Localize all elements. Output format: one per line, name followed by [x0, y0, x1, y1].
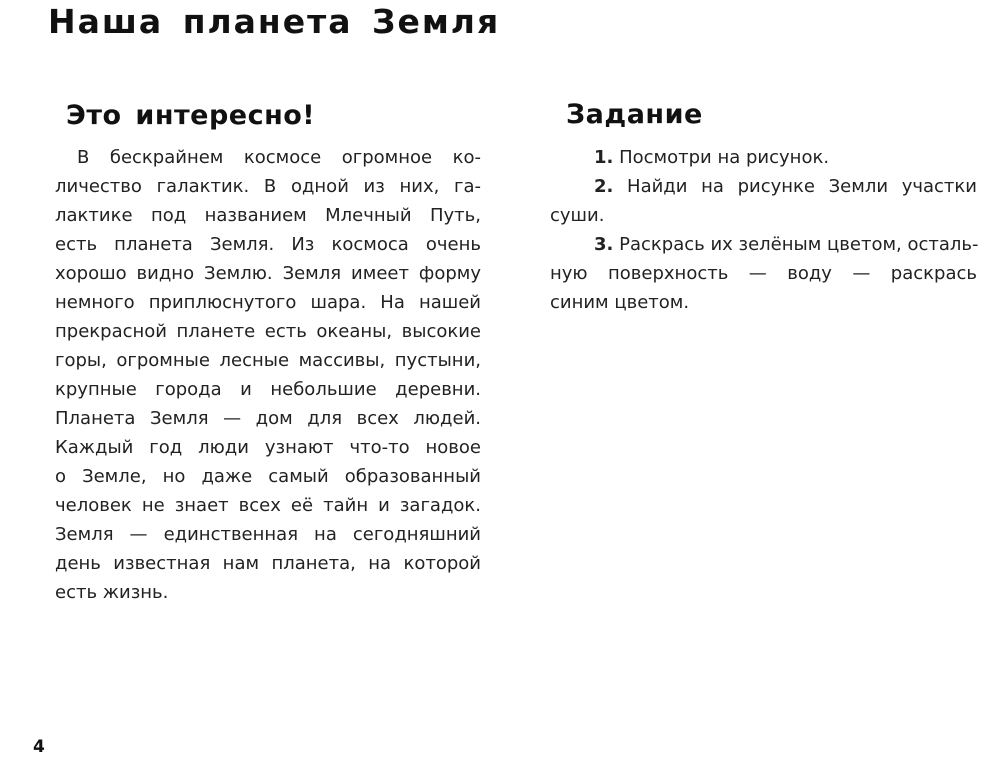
text-line: человек не знает всех её тайн и загадок. — [55, 495, 481, 516]
list-item-continuation: синим цветом. — [550, 292, 690, 313]
list-item-text: Посмотри на рисунок. — [619, 147, 830, 168]
text-line: есть планета Земля. Из космоса очень — [55, 234, 481, 255]
list-item — [550, 233, 977, 257]
text-line: Планета Земля — дом для всех людей. — [55, 408, 481, 429]
text-line: Каждый год люди узнают что-то новое — [55, 437, 481, 458]
list-item-continuation: суши. — [550, 205, 605, 226]
text-line: немного приплюснутого шара. На нашей — [55, 292, 481, 313]
list-item-text: Найди на рисунке Земли участки — [627, 176, 977, 197]
page-number: 4 — [33, 737, 45, 757]
text-line: Земля — единственная на сегодняшний — [55, 524, 481, 545]
text-line: есть жизнь. — [55, 582, 169, 603]
list-item-number: 1. — [594, 147, 614, 168]
list-item-continuation: ную поверхность — воду — раскрась — [550, 263, 977, 284]
text-line: о Земле, но даже самый образованный — [55, 466, 481, 487]
text-line: хорошо видно Землю. Земля имеет форму — [55, 263, 481, 284]
text-line: прекрасной планете есть океаны, высокие — [55, 321, 481, 342]
list-item-number: 3. — [594, 234, 614, 255]
list-item-text: Раскрась их зелёным цветом, осталь- — [619, 234, 979, 255]
text-line: лактике под названием Млечный Путь, — [55, 205, 481, 226]
text-line: день известная нам планета, на которой — [55, 553, 481, 574]
text-line: В бескрайнем космосе огромное ко- — [77, 147, 481, 168]
list-item — [550, 175, 977, 199]
page-title: Наша планета Земля — [48, 2, 501, 41]
list-item-number: 2. — [594, 176, 614, 197]
text-line: крупные города и небольшие деревни. — [55, 379, 481, 400]
task-heading: Задание — [566, 99, 703, 130]
text-line: горы, огромные лесные массивы, пустыни, — [55, 350, 481, 371]
list-item — [550, 146, 977, 170]
interesting-heading: Это интересно! — [66, 100, 316, 131]
text-line: личество галактик. В одной из них, га- — [55, 176, 481, 197]
